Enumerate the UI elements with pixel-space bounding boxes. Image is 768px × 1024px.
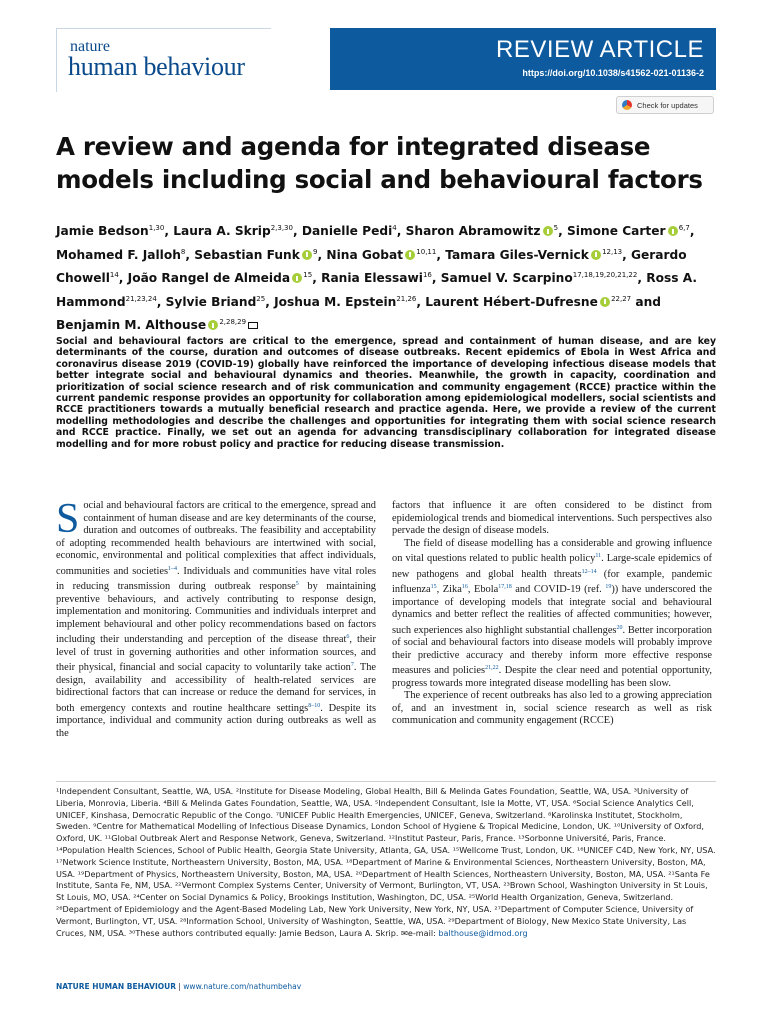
check-for-updates-button[interactable]: [616, 96, 714, 114]
author-name[interactable]: Simone Carter: [566, 224, 666, 238]
affiliations-divider: [56, 781, 716, 782]
drop-cap: S: [56, 496, 80, 542]
reference-link[interactable]: 11: [595, 553, 602, 559]
reference-link[interactable]: 20: [616, 624, 623, 631]
author-name[interactable]: Mohamed F. Jalloh: [56, 247, 181, 262]
reference-link[interactable]: 16: [461, 584, 468, 590]
check-for-updates-label: Check for updates: [637, 100, 698, 110]
author-name[interactable]: Nina Gobat: [326, 247, 404, 262]
affiliations: ¹Independent Consultant, Seattle, WA, USA. ²Institute for Disease Modeling, Global Health, Bill & Melinda Gates Foundation, Seattle, WA, USA. ³University of Liberia, Monrovia, Liberia. ⁴Bill & Melinda Gates Foundation, Seattle, WA, USA. ⁵Independent Consultant, Isle la Motte, VT, USA. ⁶Social Science Analytics Cell, UNICEF, Kinshasa, Democratic Republic of the Congo. ⁷UNICEF Public Health Emergencies, UNICEF, Geneva, Switzerland. ⁸Karolinska Institutet, Stockholm, Sweden. ⁹Centre for Mathematical Modelling of Infectious Disease Dynamics, London School of Hygiene & Tropical Medicine, London, UK. ¹⁰University of Oxford, Oxford, UK. ¹¹Global Outbreak Alert and Response Network, Geneva, Switzerland. ¹²Institut Pasteur, Paris, France. ¹³Sorbonne Université, Paris, France. ¹⁴Population Health Sciences, School of Public Health, Georgia State University, Atlanta, GA, USA. ¹⁵Wellcome Trust, London, UK. ¹⁶UNICEF C4D, New York, NY, USA. ¹⁷Network Science Institute, Northeastern University, Boston, MA, USA. ¹⁸Department of Marine & Environmental Sciences, Northeastern University, Boston, MA, USA. ¹⁹Department of Physics, Northeastern University, Boston, MA, USA. ²⁰Department of Health Sciences, Northeastern University, Boston, MA, USA. ²¹Santa Fe Institute, Santa Fe, NM, USA. ²²Vermont Complex Systems Center, University of Vermont, Burlington, VT, USA. ²³Brown School, Washington University in St Louis, St Louis, MO, USA. ²⁴Center on Social Dynamics & Policy, Brookings Institution, Washington, DC, USA. ²⁵World Health Organization, Geneva, Switzerland. ²⁶Department of Epidemiology and the Agent-Based Modeling Lab, New York University, New York, NY, USA. ²⁷Department of Computer Science, University of Vermont, Burlington, VT, USA. ²⁸Information School, University of Washington, Seattle, WA, USA. ²⁹Department of Biology, New Mexico State University, Las Cruces, NM, USA. ³⁰These authors contributed equally: Jamie Bedson, Laura A. Skrip. ✉e-mail: balthouse@idmod.org: [56, 786, 716, 938]
article-title: A review and agenda for integrated disease models including social and behavioural factors: [56, 132, 703, 194]
journal-header: [0, 0, 768, 92]
email-link[interactable]: balthouse@idmod.org: [438, 927, 528, 938]
journal-logo-name: human behaviour: [68, 52, 245, 81]
reference-link[interactable]: 7: [350, 662, 354, 668]
orcid-icon[interactable]: [292, 273, 302, 283]
author-name[interactable]: Ross A. Hammond: [56, 271, 697, 309]
orcid-icon[interactable]: [668, 226, 678, 236]
orcid-icon[interactable]: [405, 250, 415, 260]
footer-url-link[interactable]: www.nature.com/nathumbehav: [183, 982, 302, 991]
reference-link[interactable]: 15: [430, 584, 437, 590]
author-name[interactable]: João Rangel de Almeida: [127, 271, 291, 285]
body-column-right: [392, 500, 712, 728]
email-icon[interactable]: [248, 322, 258, 329]
reference-link[interactable]: 6: [346, 634, 350, 640]
orcid-icon[interactable]: [543, 226, 553, 236]
reference-link[interactable]: 21,22: [485, 665, 499, 671]
abstract: Social and behavioural factors are critical to the emergence, spread and containment of human disease, and are key determinants of the course, duration and outcomes of disease outbreaks. Recent epidemics of Ebola in West Africa and coronavirus disease 2019 (COVID-19) globally have reinforced the importance of developing infectious disease models that better integrate social and behavioural dynamics and theories. Meanwhile, the growth in capacity, coordination and prioritization of social science research and of risk communication and community engagement (RCCE) practice within the current pandemic response provides an opportunity for collaboration among epidemiological modellers, social scientists and RCCE practitioners towards a mutually beneficial research and practice agenda. Here, we provide a review of the current modelling methodologies and describe the challenges and opportunities for integrating them with social science research and RCCE practice. Finally, we set out an agenda for advancing transdisciplinary collaboration for integrated disease modelling and for more robust policy and practice for reducing disease transmission.: [56, 336, 716, 450]
reference-link[interactable]: 5: [295, 581, 299, 587]
author-name[interactable]: Samuel V. Scarpino: [440, 271, 573, 285]
reference-link[interactable]: 12–14: [581, 568, 597, 575]
author-name[interactable]: Rania Elessawi: [321, 271, 423, 285]
reference-link[interactable]: 19: [605, 584, 612, 590]
author-name[interactable]: Tamara Giles-Vernick: [445, 247, 589, 262]
author-name[interactable]: Laurent Hébert-Dufresne: [425, 294, 598, 309]
author-name[interactable]: Laura A. Skrip: [173, 224, 271, 238]
body-paragraph: The experience of recent outbreaks has also led to a growing appreciation of, and an investment in, social science research as well as risk communication and community engagement (RCCE): [392, 690, 712, 726]
reference-link[interactable]: 1–4: [168, 565, 178, 572]
body-paragraph: factors that influence it are often considered to be distinct from epidemiological trends and biomedical interventions. Such perspectives also pervade the design of disease models.: [392, 500, 712, 536]
reference-link[interactable]: 17,18: [498, 584, 512, 590]
body-paragraph: Social and behavioural factors are critical to the emergence, spread and containment of human disease and are key determinants of the course, duration and outcomes of outbreaks. The feasibility and acceptability of adopting recommended health behaviours are intertwined with social, economic, environmental and political complexities that affect individuals, communities and societies$^{1-4}$. Individuals and communities have vital roles in reducing transmission during outbreak response$^5$ by maintaining preventive behaviours, and actively contributing to response design, implementation and monitoring. Communities and individuals interpret and implement behavioural and other policy recommendations based on factors including their understanding and perception of the disease threat$^6$, their level of trust in governing authorities and other information sources, and their physical, financial and social capacity to voluntarily take action$^7$. The design, availability and accessibility of health-related services are bidirectional factors that can increase or reduce the demand for services, in both emergency contexts and routine healthcare settings$^{8-10}$. Despite its importance, individual and community action during outbreaks as well as the: [56, 496, 376, 739]
doi-link[interactable]: https://doi.org/10.1038/s41562-021-01136-2: [522, 68, 704, 78]
orcid-icon[interactable]: [600, 297, 610, 307]
author-name[interactable]: Sharon Abramowitz: [405, 224, 541, 238]
author-name[interactable]: Joshua M. Epstein: [274, 294, 397, 309]
journal-logo-nature: nature: [70, 38, 110, 55]
author-list: Jamie Bedson$^{1,30}$, Laura A. Skrip$^{2,3,30}$, Danielle Pedi$^4$, Sharon Abramowitz $^5$, Simone Carter $^{6,7}$, Mohamed F. Jalloh$^8$, Sebastian Funk $^9$, Nina Gobat $^{10,11}$, Tamara Giles-Vernick $^{12,13}$, Gerardo Chowell$^{14}$, João Rangel de Almeida $^{15}$, Rania Elessawi$^{16}$, Samuel V. Scarpino$^{17,18,19,20,21,22}$, Ross A. Hammond$^{21,23,24}$, Sylvie Briand$^{25}$, Joshua M. Epstein$^{21,26}$, Laurent Hébert-Dufresne $^{22,27}$ and Benjamin M. Althouse $^{2,28,29}$: [56, 224, 697, 332]
orcid-icon[interactable]: [302, 250, 312, 260]
author-name[interactable]: Jamie Bedson: [56, 224, 149, 238]
page-footer: NATURE HUMAN BEHAVIOUR | www.nature.com/nathumbehav: [56, 982, 302, 991]
body-paragraph: The field of disease modelling has a considerable and growing influence on vital questions related to public health policy$^{11}$. Large-scale epidemics of new pathogens and global health threats$^{12-14}$ (for example, pandemic influenza$^{15}$, Zika$^{16}$, Ebola$^{17,18}$ and COVID-19 (ref. $^{19}$)) have underscored the importance of developing models that integrate social and behavioural dynamics and better reflect the realities of affected communities; however, such experiences also highlight substantial challenges$^{20}$. Better incorporation of social and behavioural factors into disease models will probably improve their predictive accuracy and thereby inform more effective response measures and policies$^{21,22}$. Despite the clear need and potential opportunity, progress towards more integrated disease modelling has been slow.: [392, 537, 713, 689]
author-name[interactable]: Sylvie Briand: [165, 294, 257, 309]
orcid-icon[interactable]: [208, 320, 218, 330]
author-name[interactable]: Danielle Pedi: [301, 224, 393, 238]
crossmark-icon: [622, 100, 632, 110]
reference-link[interactable]: 8–10: [308, 702, 321, 709]
article-type-label: REVIEW ARTICLE: [496, 36, 704, 63]
author-name[interactable]: Gerardo Chowell: [56, 247, 687, 285]
author-name[interactable]: Sebastian Funk: [194, 247, 300, 262]
author-name[interactable]: Benjamin M. Althouse: [56, 318, 207, 332]
orcid-icon[interactable]: [591, 250, 601, 260]
body-column-left: [56, 496, 376, 740]
footer-journal: NATURE HUMAN BEHAVIOUR: [56, 982, 176, 991]
